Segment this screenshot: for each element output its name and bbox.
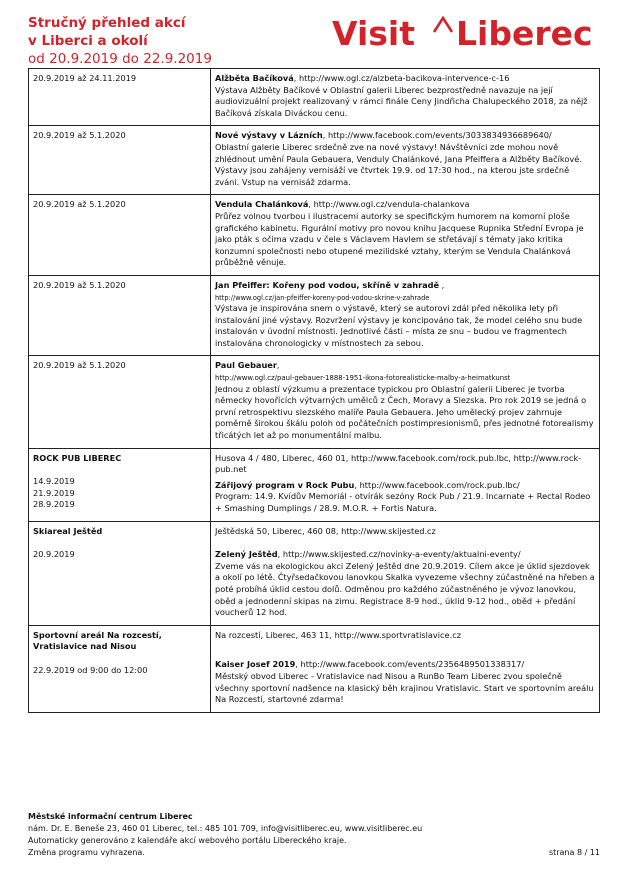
- venue-details: [211, 625, 600, 712]
- page-number: strana 8 / 11: [548, 848, 600, 857]
- venue-date: 28.9.2019: [33, 499, 75, 510]
- venue-address: Husova 4 / 480, Liberec, 460 01, http://www.facebook.com/rock.pub.lbc, http://www.rock-pub.net: [215, 452, 582, 475]
- event-description: Oblastní galerie Liberec srdečně zve na nové výstavy! Návštěvníci zde mohou nově zhlédnout umění Paula Gebauera, Venduly Chalánkové, Jana Pfeiffera a Alžběty Bačíkové. Výstavy jsou zahájeny vernisáží ve čtvrtek 19.9. od 17:30 hod., na kterou jste srdečně zváni. Vstup na vernisáž zdarma.: [215, 141, 582, 187]
- event-url[interactable]: http://www.ogl.cz/paul-gebauer-1888-1951-ikona-fotorealisticke-malby-a-heimatkunst: [215, 374, 511, 383]
- event-url[interactable]: , http://www.ogl.cz/vendula-chalankova: [308, 199, 470, 210]
- event-title: Zelený Ještěd: [215, 549, 278, 560]
- events-table: [28, 68, 600, 713]
- event-description: Program: 14.9. Kvídův Memoriál - otvírák sezóny Rock Pub / 21.9. Incarnate + Rectal Rodeo + Smashing Dumplings / 28.9. M.O.R. + Fortis Natura.: [215, 491, 591, 513]
- document-header: [28, 14, 308, 68]
- venue-address: Na rozcestí, Liberec, 463 11, http://www.sportvratislavice.cz: [215, 629, 461, 640]
- venue-name: Skiareal Ještěd: [33, 525, 103, 536]
- event-row: [29, 356, 600, 448]
- event-url[interactable]: , http://www.facebook.com/events/2356489501338317/: [295, 659, 525, 670]
- event-title: Paul Gebauer: [215, 360, 277, 371]
- event-date: 20.9.2019 až 5.1.2020: [29, 195, 211, 276]
- venue-details: [211, 521, 600, 625]
- footer-note-changes: Změna programu vyhrazena.: [28, 848, 145, 857]
- header-title-line1: Stručný přehled akcí: [28, 15, 186, 31]
- event-title: Nové výstavy v Lázních: [215, 130, 323, 141]
- visit-liberec-logo: [330, 8, 602, 56]
- event-row: [29, 126, 600, 195]
- event-description: Jednou z oblastí výzkumu a prezentace typickou pro Oblastní galerii Liberec je tvorba německy hovořících výtvarných umělců z Čech, Moravy a Slezska. Pro rok 2019 se jedná o první retrospektivu slezského malíře Paula Gebauera. Jeho umělecký projev zahrnuje poměrně širokou škálu poloh od počátečních postimpresionismů, přes jednotné fotorealismy třicátých let až po monumentální malbu.: [215, 383, 594, 441]
- event-url[interactable]: , http://www.facebook.com/events/3033834936689640/: [322, 130, 552, 141]
- event-details: Jan Pfeiffer: Kořeny pod vodou, skříně v zahradě , http://www.ogl.cz/jan-pfeiffer-koreny-pod-vodou-skrine-v-zahrade Výstava je inspirována snem o výstavě, který se autorovi zdál před několika lety při instalování jiné výstavy. Rozvržení výstavy je koncipováno tak, že model celého snu bude instalován v úvodní místnosti. Jednotlivé části – místa ze snu – budou ve fragmentech instalována chronologicky v místnostech za sebou.: [211, 275, 600, 356]
- event-details: Paul Gebauer, http://www.ogl.cz/paul-gebauer-1888-1951-ikona-fotorealisticke-malby-a-heimatkunst Jednou z oblastí výzkumu a prezentace typickou pro Oblastní galerii Liberec je tvorba německy hovořících výtvarných umělců z Čech, Moravy a Slezska. Pro rok 2019 se jedná o první retrospektivu slezského malíře Paula Gebauera. Jeho umělecký projev zahrnuje poměrně širokou škálu poloh od počátečních postimpresionismů, přes jednotné fotorealismy třicátých let až po monumentální malbu.: [211, 356, 600, 448]
- venue-row: [29, 521, 600, 625]
- event-date: 20.9.2019 až 5.1.2020: [29, 356, 211, 448]
- event-url[interactable]: http://www.ogl.cz/jan-pfeiffer-koreny-pod-vodou-skrine-v-zahrade: [215, 293, 430, 302]
- event-description: Výstava Alžběty Bačíkové v Oblastní galerii Liberec bezprostředně navazuje na její audiovizuální projekt realizovaný v rámci finále Ceny Jindřicha Chalupeckého 2018, za nějž Bačíková získala Diváckou cenu.: [215, 84, 588, 118]
- footer-note-generated: Automaticky generováno z kalendáře akcí webového portálu Libereckého kraje.: [28, 836, 347, 845]
- event-row: [29, 69, 600, 126]
- event-description: Zveme vás na ekologickou akci Zelený Ještěd dne 20.9.2019. Cílem akce je úklid sjezdovek a okolí po létě. Čtyřsedačkovou lanovkou Skalka vyvezeme všechny zúčastněné na hřeben a poté probíhá úklid cestou dolů. Odměnou pro každého zúčastněného je vývoz lanovkou, oběd a jednodenní skipas na zimu. Registrace 8-9 hod., úklid 9-12 hod., oběd + předání voucherů 12 hod.: [215, 560, 595, 618]
- event-row: [29, 275, 600, 356]
- logo-text-liberec: Liberec: [456, 14, 593, 53]
- logo-text-visit: Visit: [332, 14, 415, 53]
- event-url[interactable]: , http://www.ogl.cz/alzbeta-bacikova-intervence-c-16: [293, 73, 510, 83]
- venue-date: 21.9.2019: [33, 487, 75, 498]
- venue-date: 20.9.2019: [33, 549, 75, 560]
- event-description: Městský obvod Liberec - Vratislavice nad Nisou a RunBo Team Liberec zvou společně všechny sportovní nadšence na klasický běh krajinou Vratislavic. Start ve sportovním areálu Na Rozcestí, startovné zdarma!: [215, 670, 594, 705]
- event-title: Zářijový program v Rock Pubu: [215, 479, 355, 490]
- header-title-line2: v Liberci a okolí: [28, 33, 148, 49]
- event-description: Výstava je inspirována snem o výstavě, který se autorovi zdál před několika lety při instalování jiné výstavy. Rozvržení výstavy je koncipováno tak, že model celého snu bude instalován v úvodní místnosti. Jednotlivé části – místa ze snu – budou ve fragmentech instalována chronologicky v místnostech za sebou.: [215, 303, 583, 348]
- venue-details: [211, 448, 600, 521]
- venue-date: 22.9.2019 od 9:00 do 12:00: [33, 664, 148, 675]
- venue-name: Sportovní areál Na rozcestí, Vratislavice nad Nisou: [33, 629, 162, 652]
- logo-caret-icon: [434, 18, 452, 32]
- event-title: Kaiser Josef 2019: [215, 659, 296, 670]
- event-date: 20.9.2019 až 24.11.2019: [29, 69, 211, 126]
- venue-address: Ještědská 50, Liberec, 460 08, http://www.skijested.cz: [215, 525, 436, 536]
- event-date: 20.9.2019 až 5.1.2020: [29, 275, 211, 356]
- event-details: [211, 126, 600, 195]
- event-date: 20.9.2019 až 5.1.2020: [29, 126, 211, 195]
- venue-cell: [29, 448, 211, 521]
- header-date-range: od 20.9.2019 do 22.9.2019: [28, 51, 212, 67]
- footer-org-name: Městské informační centrum Liberec: [28, 812, 193, 821]
- venue-name: ROCK PUB LIBEREC: [33, 452, 122, 463]
- document-footer: [28, 811, 600, 859]
- event-details: [211, 69, 600, 126]
- venue-cell: [29, 625, 211, 712]
- venue-row: [29, 448, 600, 521]
- event-title: Jan Pfeiffer: Kořeny pod vodou, skříně v zahradě: [215, 279, 440, 290]
- event-url[interactable]: , http://www.skijested.cz/novinky-a-eventy/aktualni-eventy/: [277, 549, 521, 560]
- venue-row: [29, 625, 600, 712]
- event-title: Alžběta Bačíková: [215, 73, 294, 83]
- event-details: [211, 195, 600, 276]
- event-description: Průřez volnou tvorbou i ilustracemi autorky se specifickým humorem na komorní ploše grafického kabinetu. Figurální motivy pro novou knihu Jacquese Rupnika Střední Evropa je jako pták s očima vzadu v čele s Václavem Havlem se střetávají s tématy jako kritika konzumní společnosti nebo otupené mezilidské vztahy, kterým se Vendula Chalánková průběžně věnuje.: [215, 210, 584, 268]
- event-title: Vendula Chalánková: [215, 199, 309, 210]
- event-row: [29, 195, 600, 276]
- footer-address: nám. Dr. E. Beneše 23, 460 01 Liberec, tel.: 485 101 709, info@visitliberec.eu, www.visitliberec.eu: [28, 824, 423, 833]
- event-url[interactable]: , http://www.facebook.com/rock.pub.lbc/: [354, 479, 520, 490]
- venue-date: 14.9.2019: [33, 476, 75, 487]
- venue-cell: [29, 521, 211, 625]
